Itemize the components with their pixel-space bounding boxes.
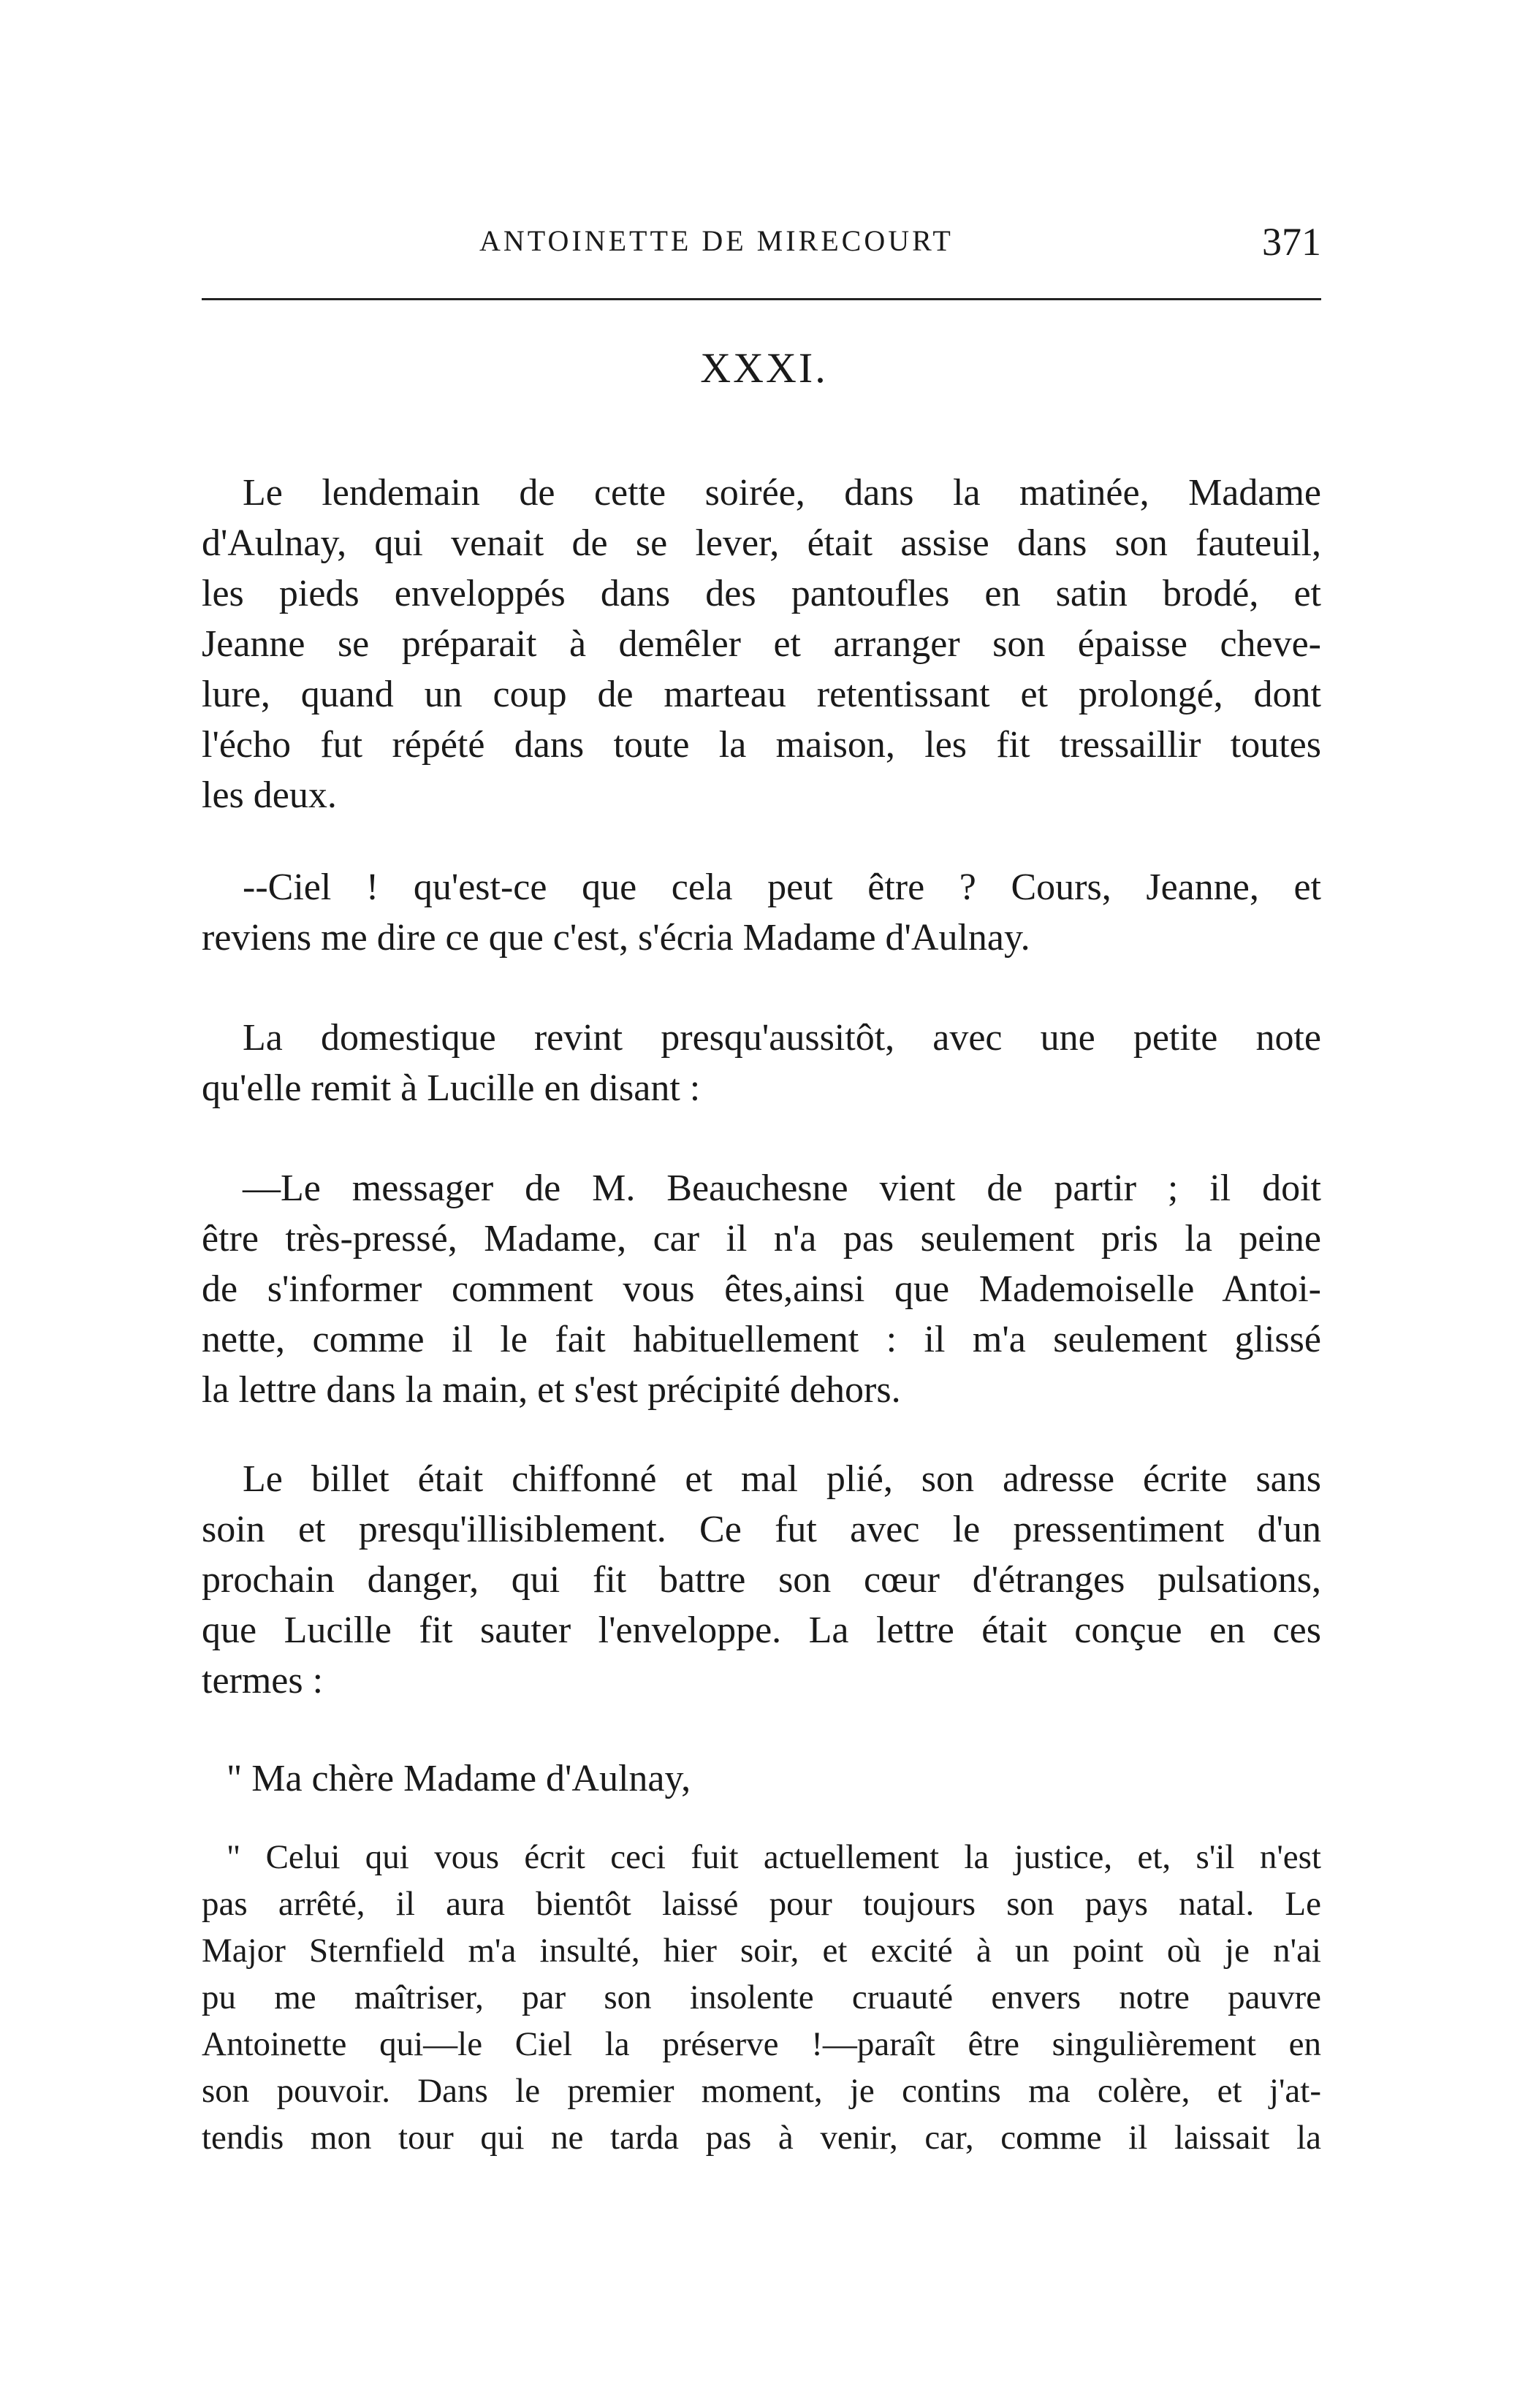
text-line: termes : <box>202 1660 324 1702</box>
header-rule <box>202 298 1321 300</box>
text-line: la lettre dans la main, et s'est précipité dehors. <box>202 1369 901 1411</box>
letter-line: tendis mon tour qui ne tarda pas à venir, car, comme il laissait la <box>202 2119 1321 2157</box>
text-line: lure, quand un coup de marteau retentissant et prolongé, dont <box>202 674 1321 715</box>
text-line: --Ciel ! qu'est-ce que cela peut être ? Cours, Jeanne, et <box>243 866 1321 908</box>
text-line: nette, comme il le fait habituellement : il m'a seulement glissé <box>202 1319 1321 1360</box>
letter-line: pu me maîtriser, par son insolente cruauté envers notre pauvre <box>202 1978 1321 2016</box>
text-line: l'écho fut répété dans toute la maison, les fit tressaillir toutes <box>202 724 1321 766</box>
letter-body <box>202 1834 1321 2161</box>
letter-line: pas arrêté, il aura bientôt laissé pour toujours son pays natal. Le <box>202 1885 1321 1923</box>
running-title: ANTOINETTE DE MIRECOURT <box>479 224 954 257</box>
text-line: être très-pressé, Madame, car il n'a pas seulement pris la peine <box>202 1218 1321 1260</box>
page-number: 371 <box>1262 220 1321 264</box>
text-line: de s'informer comment vous êtes,ainsi que Mademoiselle Antoi- <box>202 1268 1321 1310</box>
text-line: La domestique revint presqu'aussitôt, avec une petite note <box>243 1017 1321 1059</box>
text-line: prochain danger, qui fit battre son cœur d'étranges pulsations, <box>202 1559 1321 1601</box>
text-line: —Le messager de M. Beauchesne vient de partir ; il doit <box>243 1167 1321 1209</box>
paragraph-1 <box>202 468 1321 820</box>
chapter-heading: XXXI. <box>700 344 828 392</box>
paragraph-5 <box>202 1454 1321 1706</box>
text-line: d'Aulnay, qui venait de se lever, était assise dans son fauteuil, <box>202 522 1321 564</box>
text-line: qu'elle remit à Lucille en disant : <box>202 1067 701 1109</box>
text-line: que Lucille fit sauter l'enveloppe. La lettre était conçue en ces <box>202 1609 1321 1651</box>
text-line: Jeanne se préparait à demêler et arranger son épaisse cheve- <box>202 623 1321 665</box>
text-line: les deux. <box>202 774 337 816</box>
letter-line: son pouvoir. Dans le premier moment, je contins ma colère, et j'at- <box>202 2072 1321 2110</box>
text-line: reviens me dire ce que c'est, s'écria Madame d'Aulnay. <box>202 917 1030 959</box>
text-line: Le billet était chiffonné et mal plié, son adresse écrite sans <box>243 1458 1321 1500</box>
text-line: soin et presqu'illisiblement. Ce fut avec le pressentiment d'un <box>202 1509 1321 1550</box>
paragraph-2 <box>202 862 1321 963</box>
letter-line: Major Sternfield m'a insulté, hier soir, et excité à un point où je n'ai <box>202 1932 1321 1970</box>
paragraph-3 <box>202 1013 1321 1113</box>
paragraph-4 <box>202 1163 1321 1415</box>
letter-line: Antoinette qui—le Ciel la préserve !—paraît être singulièrement en <box>202 2025 1321 2063</box>
letter-line: " Celui qui vous écrit ceci fuit actuellement la justice, et, s'il n'est <box>227 1838 1321 1876</box>
running-head <box>202 219 1321 270</box>
text-line: les pieds enveloppés dans des pantoufles en satin brodé, et <box>202 573 1321 614</box>
letter-salutation: " Ma chère Madame d'Aulnay, <box>227 1758 691 1799</box>
text-line: Le lendemain de cette soirée, dans la matinée, Madame <box>243 472 1321 514</box>
